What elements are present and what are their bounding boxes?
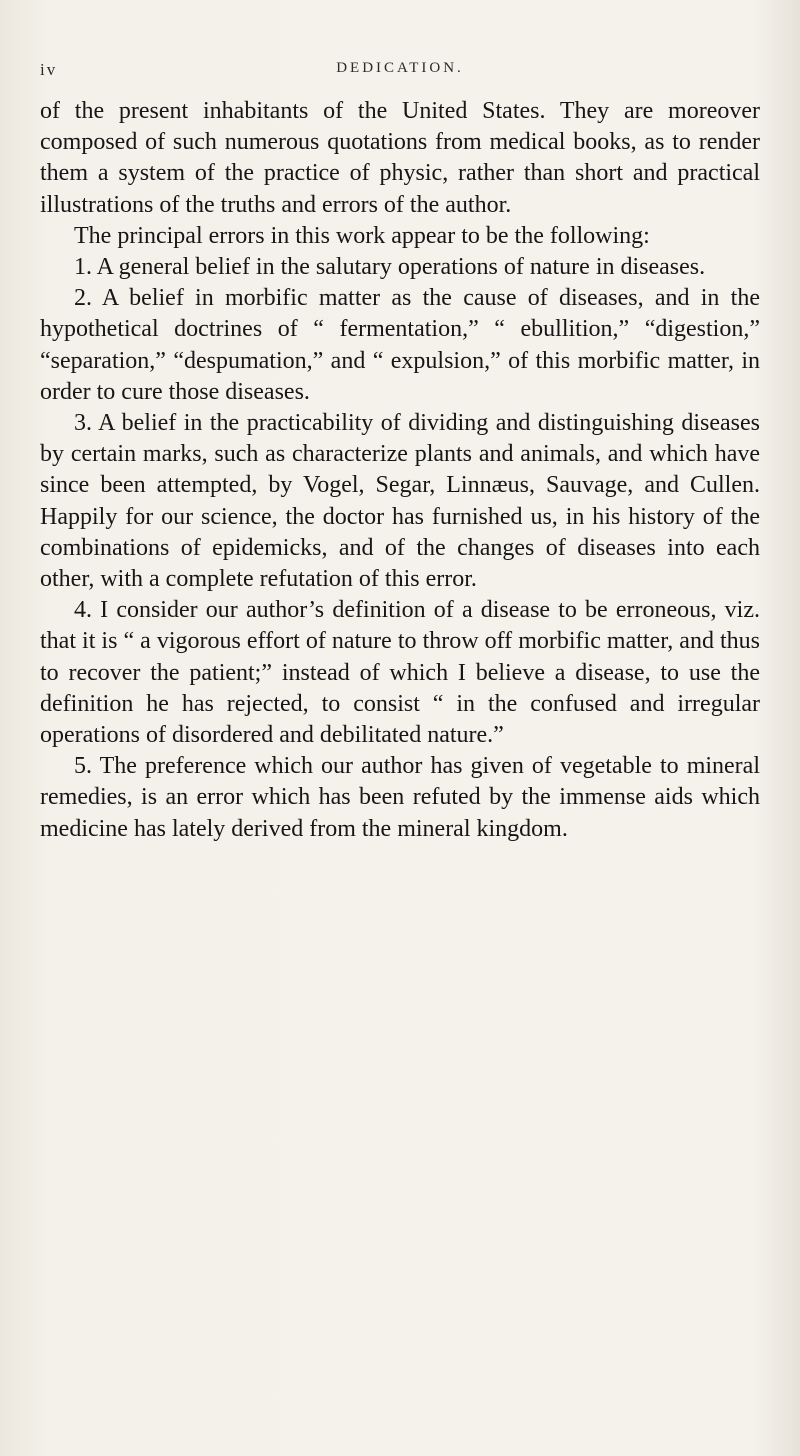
paragraph-error-5: 5. The preference which our author has given of vegetable to mineral remedies, is an error which has been refuted by the immense aids which medicine has lately derived from the mineral kingdom. (40, 753, 760, 842)
paragraph-error-2: 2. A belief in morbific matter as the cause of diseases, and in the hypothetical doctrines of “ fermentation,” “ ebullition,” “digestion,” “separation,” “despumation,” and “ expulsion,” of this morbific matter, in order to cure those diseases. (40, 285, 760, 405)
paragraph-continuation: of the present inhabitants of the United States. They are moreover composed of such numerous quotations from medical books, as to render them a system of the practice of physic, rather than short and practical illustrations of the truths and errors of the author. (40, 98, 760, 218)
running-head (40, 60, 760, 88)
running-title: DEDICATION. (336, 60, 464, 76)
page-body (40, 96, 760, 845)
paragraph-error-3: 3. A belief in the practicability of dividing and distinguishing diseases by certain marks, such as characterize plants and animals, and which have since been attempted, by Vogel, Segar, Linnæus, Sauvage, and Cullen. Happily for our science, the doctor has furnished us, in his history of the combinations of epidemicks, and of the changes of diseases into each other, with a complete refutation of this error. (40, 410, 760, 593)
paragraph-error-4: 4. I consider our author’s definition of a disease to be erroneous, viz. that it is “ a vigorous effort of nature to throw off morbific matter, and thus to recover the patient;” instead of which I believe a disease, to use the definition he has rejected, to consist “ in the confused and irregular operations of disordered and debilitated nature.” (40, 597, 760, 749)
page-number: iv (40, 60, 58, 79)
paragraph-errors-intro: The principal errors in this work appear to be the following: (74, 222, 650, 249)
paragraph-error-1: 1. A general belief in the salutary operations of nature in diseases. (74, 254, 706, 281)
